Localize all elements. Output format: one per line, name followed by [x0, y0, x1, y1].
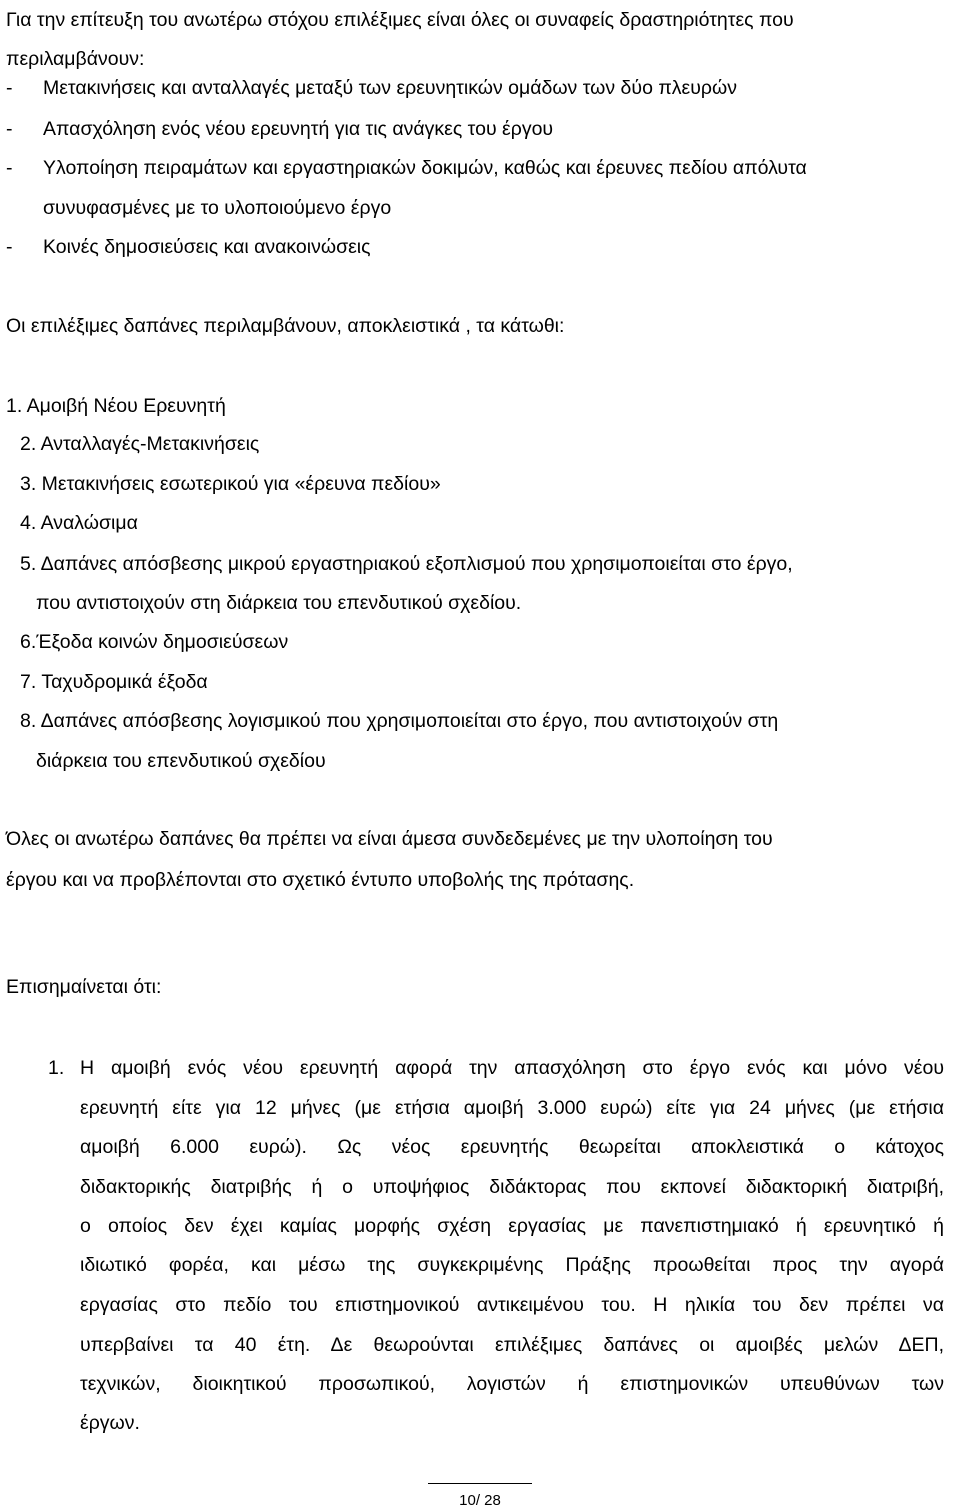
note-number: 1. — [48, 1057, 65, 1079]
list-item: 1. Αμοιβή Νέου Ερευνητή — [6, 395, 226, 417]
note-line: ερευνητή είτε για 12 μήνες (με ετήσια αμοιβή 3.000 ευρώ) είτε για 24 μήνες (με ετήσια — [80, 1097, 944, 1119]
note-line: ο οποίος δεν έχει καμίας μορφής σχέση εργασίας με πανεπιστημιακό ή ερευνητικό ή — [80, 1215, 944, 1237]
dash-marker: - — [6, 157, 13, 179]
list-item: 4. Αναλώσιμα — [20, 512, 138, 534]
page-number: 10/ 28 — [459, 1492, 501, 1509]
list-item-text: Υλοποίηση πειραμάτων και εργαστηριακών δοκιμών, καθώς και έρευνες πεδίου απόλυτα — [43, 157, 807, 179]
list-item: 7. Ταχυδρομικά έξοδα — [20, 671, 208, 693]
note-line: τεχνικών, διοικητικού προσωπικού, λογιστών ή επιστημονικών υπευθύνων των — [80, 1373, 944, 1395]
list-item: 6.Έξοδα κοινών δημοσιεύσεων — [20, 631, 289, 653]
conclusion-line-2: έργου και να προβλέπονται στο σχετικό έντυπο υποβολής της πρότασης. — [6, 869, 635, 891]
expenses-intro: Οι επιλέξιμες δαπάνες περιλαμβάνουν, αποκλειστικά , τα κάτωθι: — [6, 315, 565, 337]
note-line: διδακτορικής διατριβής ή ο υποψήφιος διδάκτορας που εκπονεί διδακτορική διατριβή, — [80, 1176, 944, 1198]
list-item-text: Κοινές δημοσιεύσεις και ανακοινώσεις — [43, 236, 371, 258]
note-line: αμοιβή 6.000 ευρώ). Ως νέος ερευνητής θεωρείται αποκλειστικά ο κάτοχος — [80, 1136, 944, 1158]
list-item-text: Μετακινήσεις και ανταλλαγές μεταξύ των ερευνητικών ομάδων των δύο πλευρών — [43, 77, 737, 99]
note-heading: Επισημαίνεται ότι: — [6, 976, 162, 998]
list-item: 2. Ανταλλαγές-Μετακινήσεις — [20, 433, 260, 455]
note-line: υπερβαίνει τα 40 έτη. Δε θεωρούνται επιλέξιμες δαπάνες οι αμοιβές μελών ΔΕΠ, — [80, 1334, 944, 1356]
dash-marker: - — [6, 236, 13, 258]
list-item-continuation: που αντιστοιχούν στη διάρκεια του επενδυτικού σχεδίου. — [36, 592, 522, 614]
note-line: ιδιωτικό φορέα, και μέσω της συγκεκριμένης Πράξης προωθείται προς την αγορά — [80, 1254, 944, 1276]
list-item: 5. Δαπάνες απόσβεσης μικρού εργαστηριακού εξοπλισμού που χρησιμοποιείται στο έργο, — [20, 553, 793, 575]
list-item: 8. Δαπάνες απόσβεσης λογισμικού που χρησιμοποιείται στο έργο, που αντιστοιχούν στη — [20, 710, 779, 732]
conclusion-line-1: Όλες οι ανωτέρω δαπάνες θα πρέπει να είναι άμεσα συνδεδεμένες με την υλοποίηση του — [6, 828, 773, 850]
list-item-continuation: διάρκεια του επενδυτικού σχεδίου — [36, 750, 326, 772]
dash-marker: - — [6, 118, 13, 140]
note-line: Η αμοιβή ενός νέου ερευνητή αφορά την απασχόληση στο έργο ενός και μόνο νέου — [80, 1057, 944, 1079]
note-line: εργασίας στο πεδίο του επιστημονικού αντικειμένου του. Η ηλικία του δεν πρέπει να — [80, 1294, 944, 1316]
list-item-text: Απασχόληση ενός νέου ερευνητή για τις ανάγκες του έργου — [43, 118, 554, 140]
intro-line-1: Για την επίτευξη του ανωτέρω στόχου επιλέξιμες είναι όλες οι συναφείς δραστηριότητες που — [6, 9, 794, 31]
dash-marker: - — [6, 77, 13, 99]
list-item-text: συνυφασμένες με το υλοποιούμενο έργο — [43, 197, 392, 219]
intro-line-2: περιλαμβάνουν: — [6, 48, 145, 70]
footer-rule — [428, 1483, 532, 1484]
note-line: έργων. — [80, 1412, 140, 1434]
list-item: 3. Μετακινήσεις εσωτερικού για «έρευνα πεδίου» — [20, 473, 441, 495]
